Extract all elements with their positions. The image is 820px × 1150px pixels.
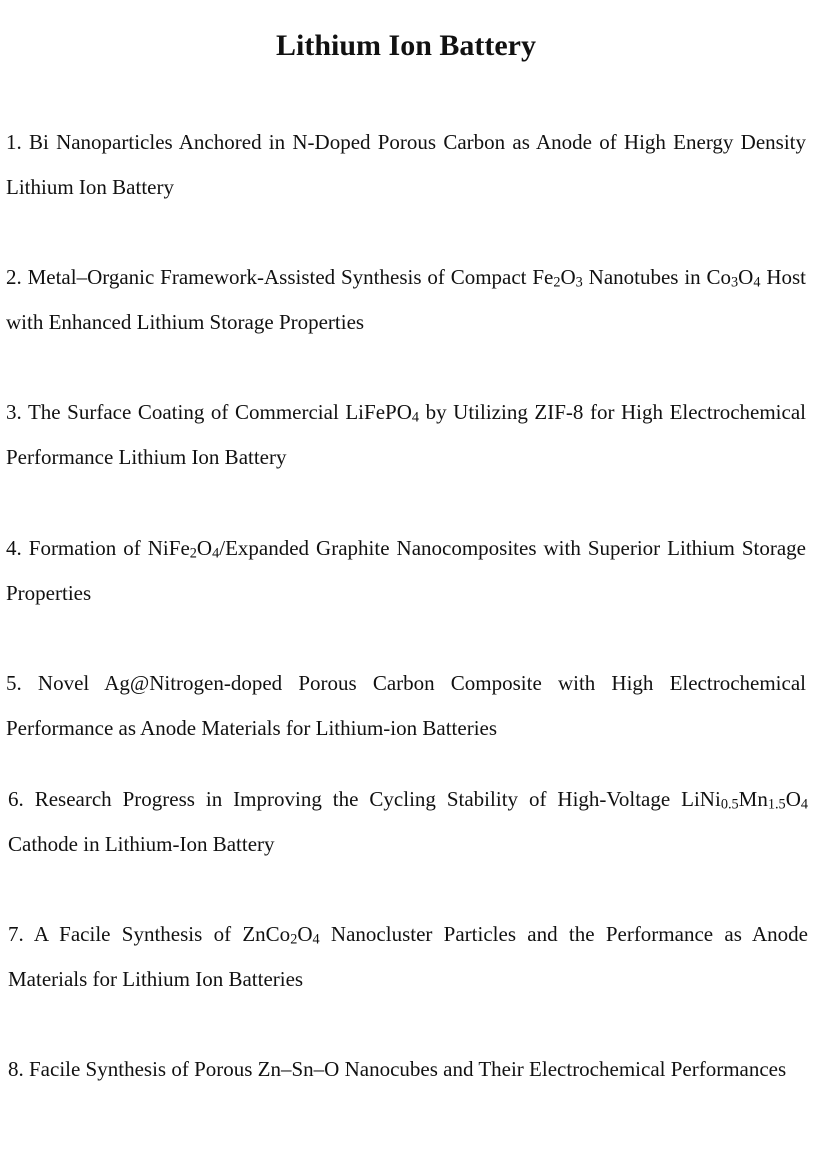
subscript: 3: [731, 274, 739, 291]
reference-item: [6, 120, 806, 210]
reference-item: [8, 912, 808, 1002]
reference-text: O: [297, 922, 313, 946]
reference-text: 4. Formation of NiFe: [6, 536, 190, 560]
subscript: 4: [800, 796, 808, 813]
reference-text: /Expanded Graphite Nanocomposites with Superior Lithium Storage Properties: [6, 536, 807, 605]
subscript: 2: [290, 931, 298, 948]
subscript: 3: [575, 274, 583, 291]
reference-text: by Utilizing ZIF-8 for High Electrochemical Performance Lithium Ion Battery: [6, 400, 806, 469]
subscript: 0.5: [720, 796, 739, 813]
reference-text: Nanocluster Particles and the Performance as Anode Materials for Lithium Ion Batteries: [8, 922, 808, 991]
reference-item: [6, 526, 806, 616]
reference-item: [8, 777, 808, 867]
reference-text: 1. Bi Nanoparticles Anchored in N-Doped Porous Carbon as Anode of High Energy Density Lithium Ion Battery: [6, 130, 806, 199]
reference-text: O: [560, 265, 576, 289]
subscript: 4: [411, 409, 420, 426]
reference-text: O: [196, 536, 213, 560]
reference-text: 2. Metal–Organic Framework-Assisted Synthesis of Compact Fe: [6, 265, 554, 289]
reference-text: 8. Facile Synthesis of Porous Zn–Sn–O Nanocubes and Their Electrochemical Performances: [8, 1057, 787, 1081]
reference-text: 5. Novel Ag@Nitrogen-doped Porous Carbon Composite with High Electrochemical Performance as Anode Materials for Lithium-ion Batteries: [6, 671, 806, 740]
reference-text: O: [738, 265, 754, 289]
subscript: 1.5: [767, 796, 786, 813]
reference-item: [6, 390, 806, 480]
reference-text: Nanotubes in Co: [582, 265, 732, 289]
subscript: 2: [553, 274, 561, 291]
subscript: 2: [189, 545, 197, 562]
reference-text: Cathode in Lithium-Ion Battery: [8, 832, 275, 856]
reference-text: O: [785, 787, 801, 811]
reference-item: [8, 1047, 808, 1092]
reference-item: [6, 255, 806, 345]
reference-text: Host with Enhanced Lithium Storage Properties: [6, 265, 806, 334]
reference-text: 3. The Surface Coating of Commercial LiFePO: [6, 400, 412, 424]
page-title: Lithium Ion Battery: [275, 29, 536, 62]
subscript: 4: [312, 931, 320, 948]
reference-item: [6, 661, 806, 751]
reference-text: 7. A Facile Synthesis of ZnCo: [8, 922, 291, 946]
subscript: 4: [212, 545, 220, 562]
subscript: 4: [753, 274, 761, 291]
reference-text: Mn: [738, 787, 768, 811]
reference-text: 6. Research Progress in Improving the Cycling Stability of High-Voltage LiNi: [8, 787, 721, 811]
